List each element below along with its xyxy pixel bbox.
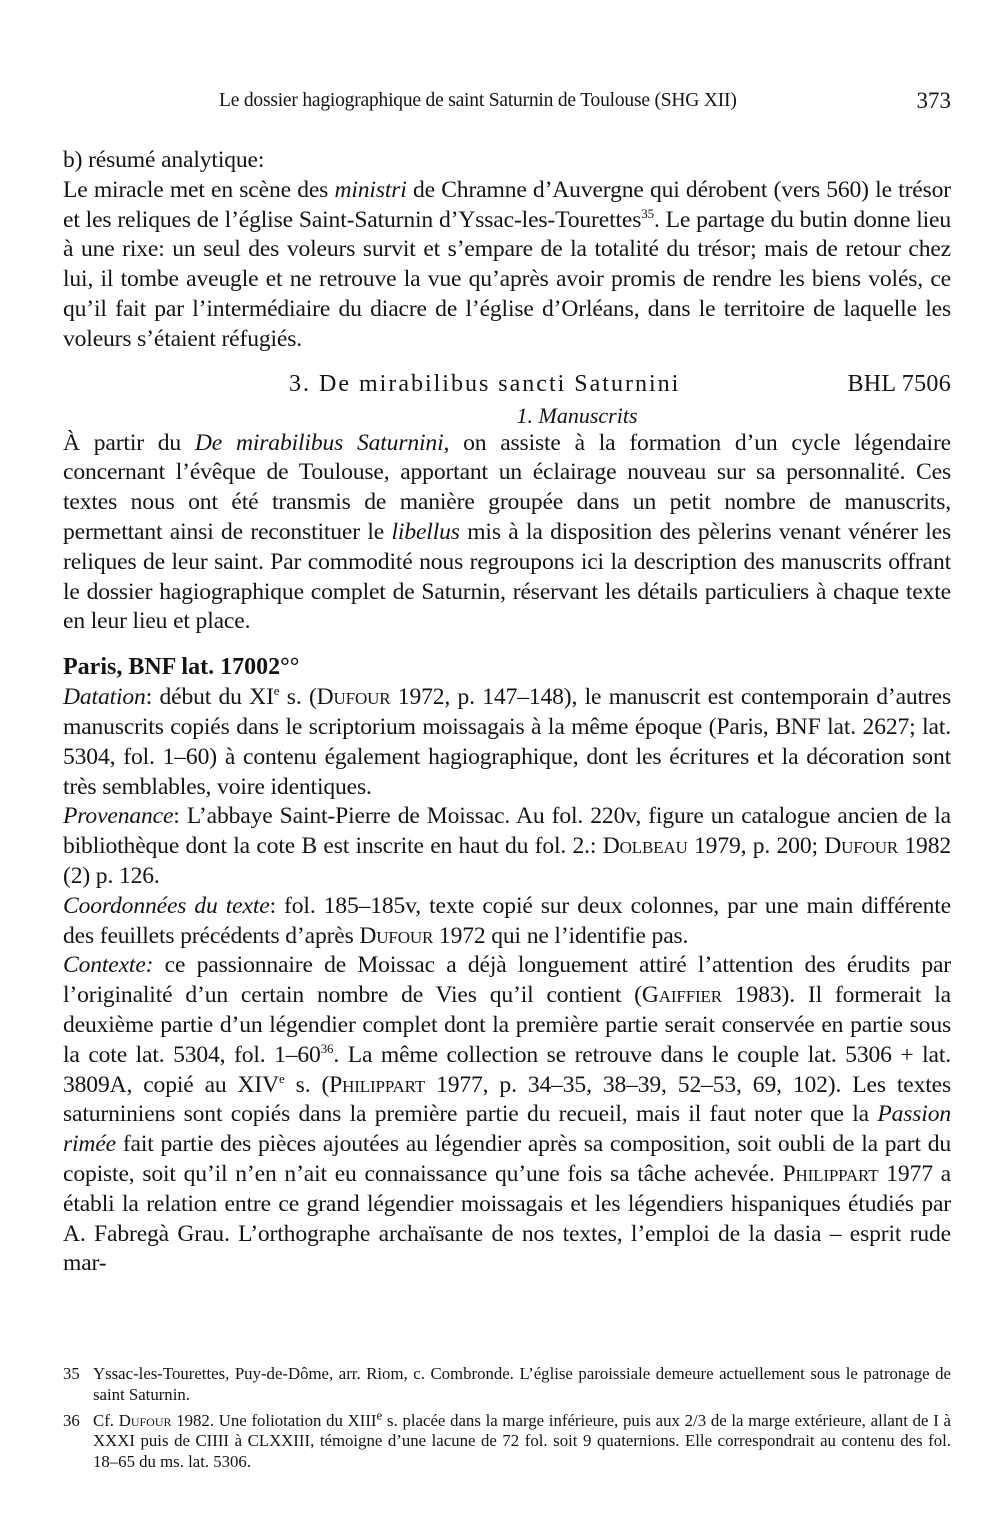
author-name: Philippart bbox=[329, 1071, 426, 1098]
author-name: Dufour bbox=[359, 922, 434, 949]
footnote-number: 36 bbox=[63, 1410, 80, 1430]
coordinates-paragraph: Coordonnées du texte: fol. 185–185v, texte copié sur deux colonnes, par une main différente des feuillets précédents d’après Dufour 1972 qui ne l’identifie pas. bbox=[63, 892, 951, 949]
author-name: Dolbeau bbox=[602, 833, 688, 860]
section-heading bbox=[63, 371, 951, 403]
body-text bbox=[63, 146, 951, 1279]
bhl-reference: BHL 7506 bbox=[847, 370, 951, 397]
italic-term: ministri bbox=[334, 176, 407, 203]
footnote-ref[interactable]: 36 bbox=[320, 1040, 334, 1056]
footnotes bbox=[63, 1364, 951, 1478]
field-label: Contexte: bbox=[63, 952, 154, 979]
page-number: 373 bbox=[916, 88, 951, 113]
subsection-heading: 1. Manuscrits bbox=[516, 402, 638, 428]
italic-title: De mirabilibus Saturnini bbox=[194, 429, 444, 456]
running-title: Le dossier hagiographique de saint Saturnin de Toulouse (SHG XII) bbox=[219, 90, 737, 111]
provenance-paragraph: Provenance: L’abbaye Saint-Pierre de Moissac. Au fol. 220v, figure un catalogue ancien de la bibliothèque dont la cote B est inscrite en haut du fol. 2.: Dolbeau 1979, p. 200; Dufour 1982 (2) p. 126. bbox=[63, 803, 952, 889]
field-label: Provenance bbox=[63, 803, 174, 830]
contexte-paragraph: Contexte: ce passionnaire de Moissac a déjà longuement attiré l’attention des érudits par l’originalité d’un certain nombre de Vies qu’il contient (Gaiffier 1983). Il formerait la deuxième partie d’un légendier complet dont la première partie serait conservée en partie sous la cote lat. 5304, fol. $1-60^{36}$. La même collection se retrouve dans le couple lat. 5306 + lat. 3809A, copié au XIVe s. (Philippart 1977, p. 34–35, 38–39, 52–53, 69, 102). Les textes saturniniens sont copiés dans la première partie du recueil, mais il faut noter que la Passion rimée fait partie des pièces ajoutées au légendier après sa composition, soit oubli de la part du copiste, soit qu’il n’en n’ait eu connaissance qu’une fois sa tâche achevée. Philippart 1977 a établi la relation entre ce grand légendier moissagais et les légendiers hispaniques étudiés par A. Fabregà Grau. L’orthographe archaïsante de nos textes, l’emploi de la dasia – esprit rude mar- bbox=[63, 952, 951, 1277]
footnote bbox=[63, 1364, 951, 1406]
manuscript-heading: Paris, BNF lat. 17002°° bbox=[63, 654, 300, 681]
book-page bbox=[63, 0, 951, 1523]
field-label: Datation bbox=[63, 684, 146, 711]
datation-paragraph: Datation: début du XIe s. (Dufour 1972, p. 147–148), le manuscrit est contemporain d’autres manuscrits copiés dans le scriptorium moissagais à la même époque (Paris, BNF lat. 2627; lat. 5304, fol. 1–60) à contenu également hagiographique, dont les écritures et la décoration sont très semblables, voire identiques. bbox=[63, 683, 951, 800]
intro-paragraph: À partir du De mirabilibus Saturnini, on assiste à la formation d’un cycle légendaire concernant l’évêque de Toulouse, apportant un éclairage nouveau sur sa personnalité. Ces textes nous ont été transmis de manière groupée dans un petit nombre de manuscrits, permettant ainsi de reconstituer le libellus mis à la disposition des pèlerins venant vénérer les reliques de leur saint. Par commodité nous regroupons ici la description des manuscrits offrant le dossier hagiographique complet de Saturnin, réservant les détails particuliers à chaque texte en leur lieu et place. bbox=[63, 429, 951, 635]
running-head bbox=[63, 90, 951, 120]
author-name: Dufour bbox=[118, 1410, 172, 1430]
resume-paragraph: b) résumé analytique: Le miracle met en scène des ministri de Chramne d’Auvergne qui dérobent (vers 560) le trésor et les reliques de l’église Saint-Saturnin d’Yssac-les-Tourettes$^{35}$. Le partage du butin donne lieu à une rixe: un seul des voleurs survit et s’empare de la totalité du trésor; mais de retour chez lui, il tombe aveugle et ne retrouve la vue qu’après avoir promis de rendre les biens volés, ce qu’il fait par l’intermédiaire du diacre de l’église d’Orléans, dans le territoire de laquelle les voleurs s’étaient réfugiés. bbox=[63, 147, 951, 352]
resume-heading: b) résumé analytique: bbox=[63, 147, 265, 173]
italic-term: libellus bbox=[391, 518, 460, 545]
footnote: 36 Cf. Dufour 1982. Une foliotation du XIIIe s. placée dans la marge inférieure, puis aux 2/3 de la marge extérieure, allant de I à XXXI puis de CIIII à CLXXIII, témoigne d’une lacune de 72 fol. soit 9 quaternions. Elle correspondrait au contenu des fol. 18–65 du ms. lat. 5306. bbox=[63, 1407, 951, 1472]
footnote-ref[interactable]: 35 bbox=[641, 205, 654, 221]
field-label: Coordonnées du texte bbox=[63, 892, 270, 919]
author-name: Dufour bbox=[316, 684, 391, 711]
italic-title: Passion rimée bbox=[63, 1101, 951, 1158]
author-name: Dufour bbox=[824, 833, 899, 860]
footnote-number: 35 bbox=[63, 1364, 80, 1383]
footnote-text: Yssac-les-Tourettes, Puy-de-Dôme, arr. Riom, c. Combronde. L’église paroissiale demeure actuellement sous le patronage de saint Saturnin. bbox=[93, 1364, 951, 1404]
author-name: Gaiffier bbox=[641, 982, 722, 1009]
author-name: Philippart bbox=[782, 1160, 879, 1187]
section-title: 3. De mirabilibus sancti Saturnini bbox=[289, 370, 681, 397]
